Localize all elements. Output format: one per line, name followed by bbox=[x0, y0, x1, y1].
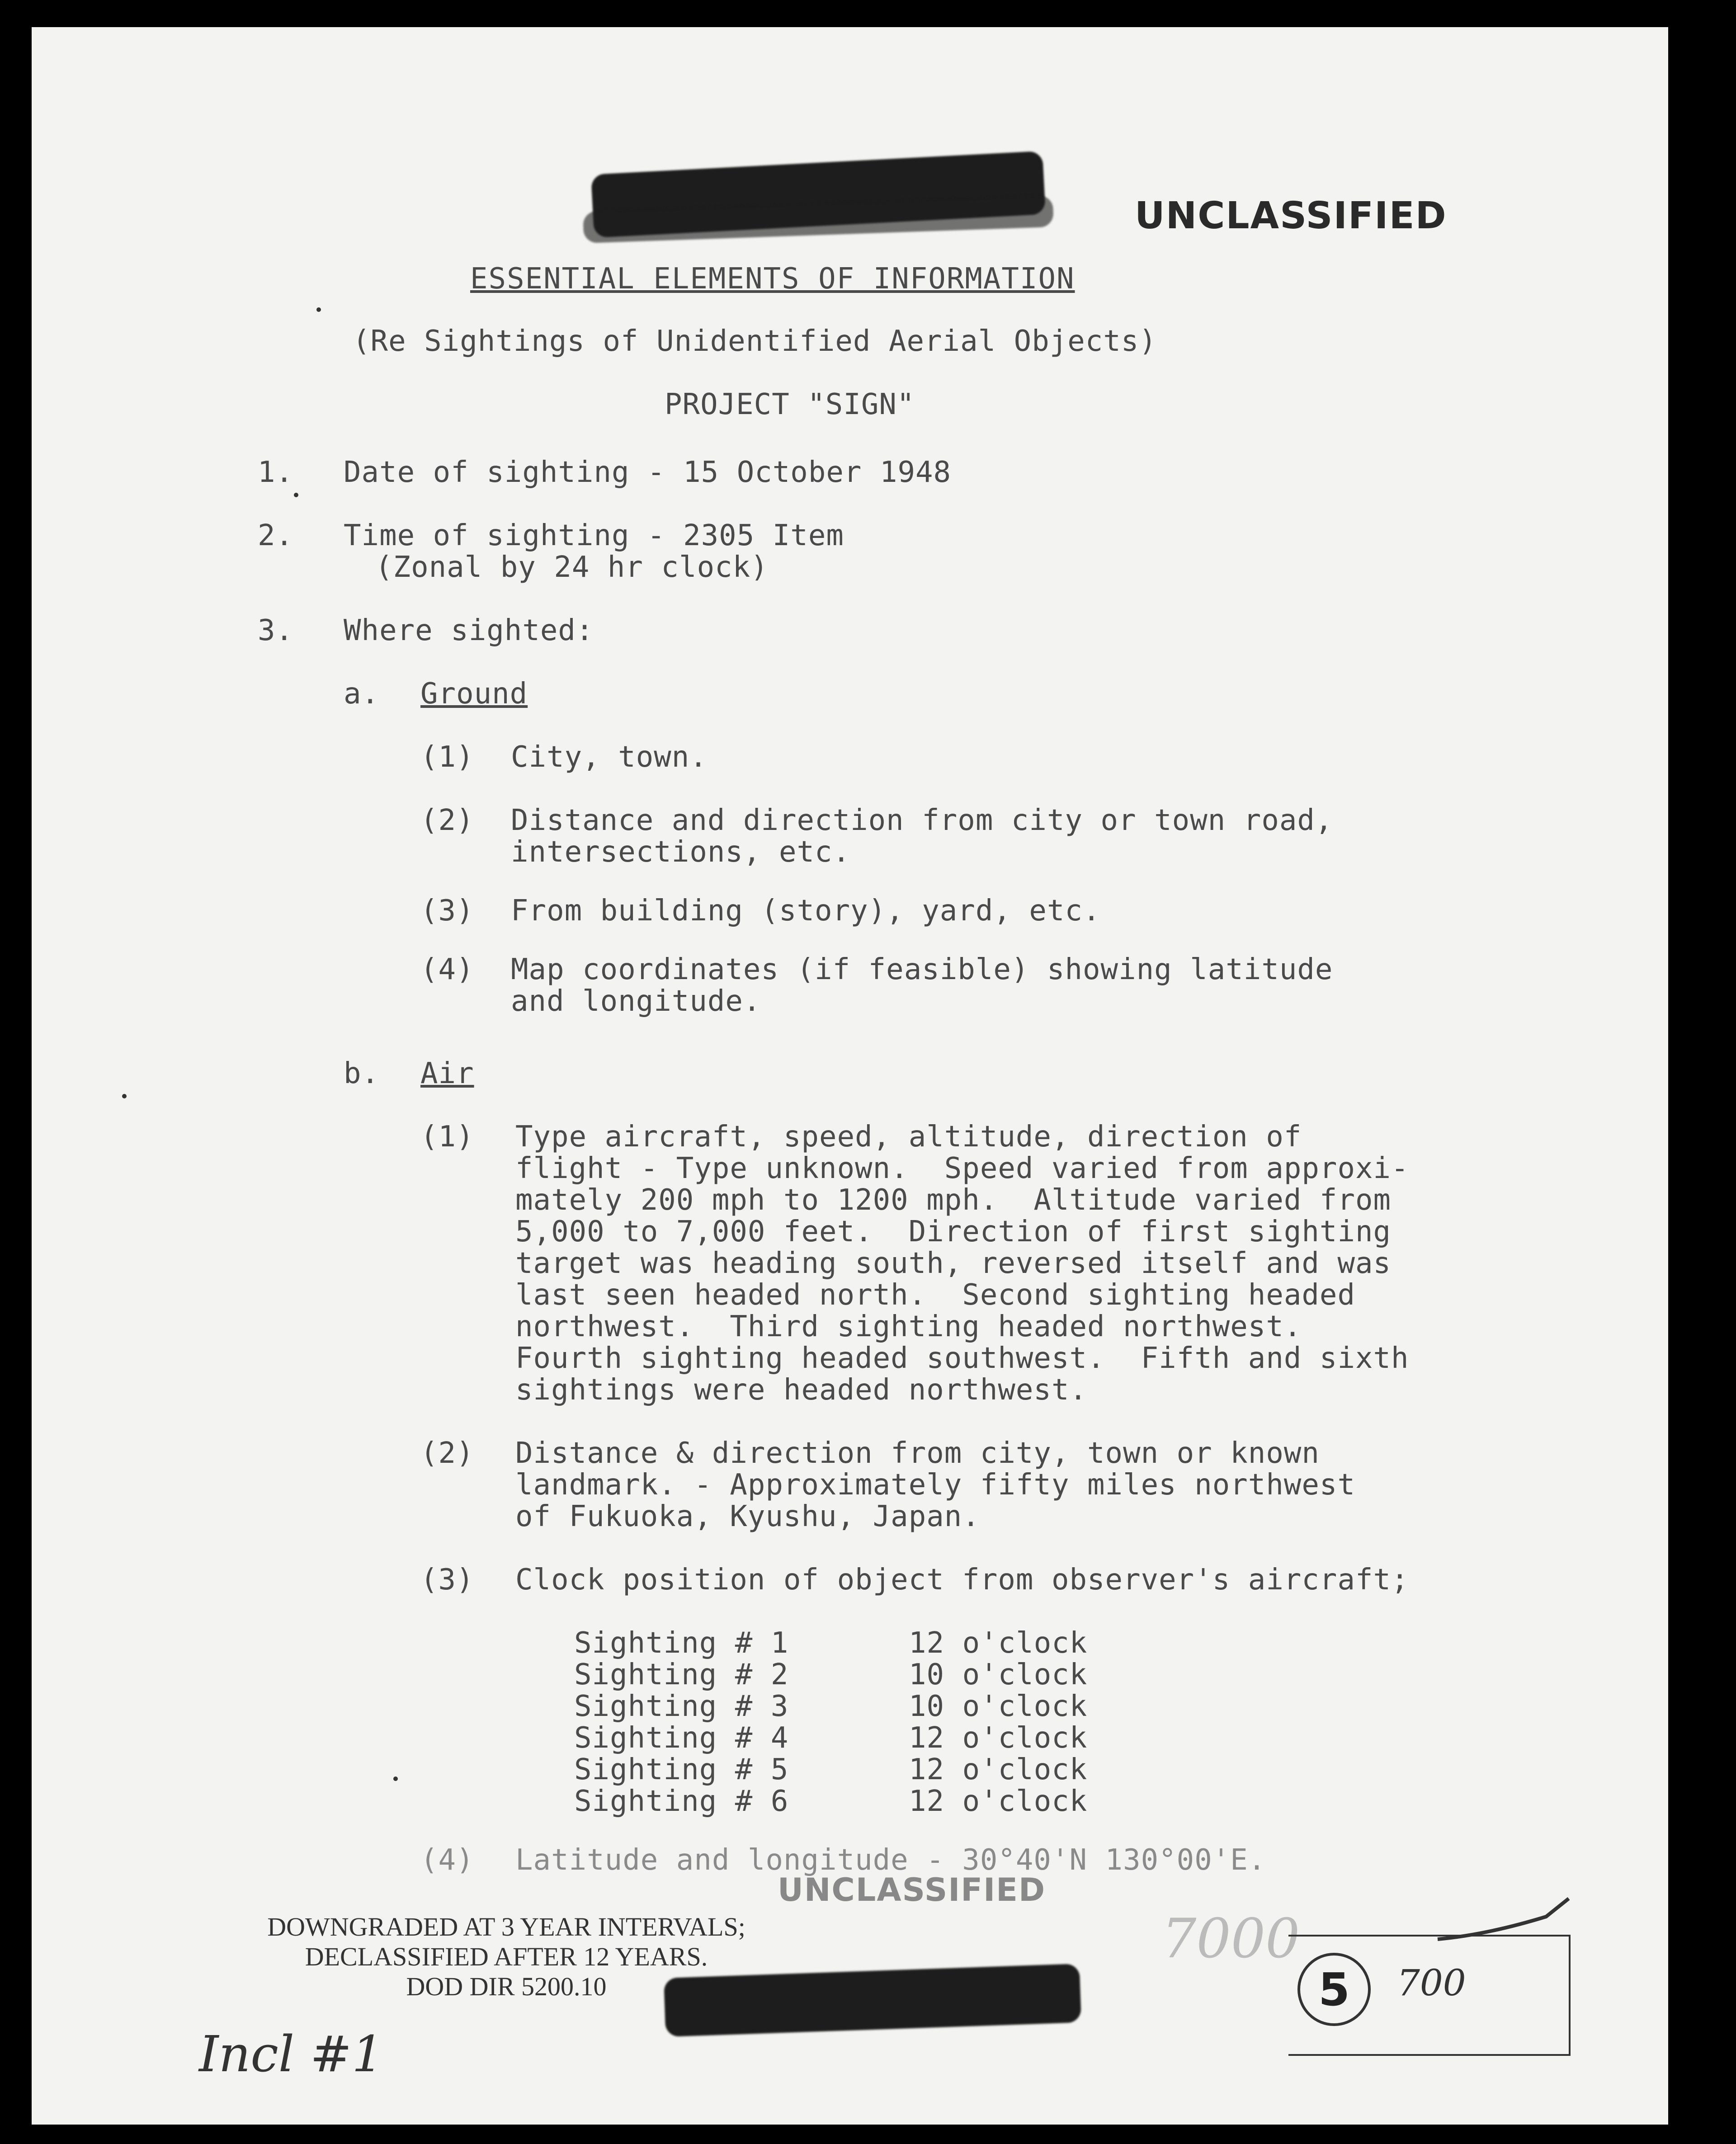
item-text-line2: (Zonal by 24 hr clock) bbox=[375, 551, 769, 584]
faint-ink-mark: 7000 bbox=[1162, 1908, 1300, 1970]
clock-position: 10 o'clock bbox=[909, 1690, 1088, 1723]
downgrade-line: DECLASSIFIED AFTER 12 YEARS. bbox=[305, 1942, 708, 1971]
section-label-air: Air bbox=[420, 1057, 474, 1090]
subitem-line: City, town. bbox=[511, 740, 708, 774]
subitem-line: northwest. Third sighting headed northwest. bbox=[515, 1310, 1302, 1343]
downgrade-line: DOD DIR 5200.10 bbox=[406, 1972, 607, 2001]
document-title: ESSENTIAL ELEMENTS OF INFORMATION bbox=[470, 262, 1075, 296]
subitem-line: Distance and direction from city or town road, bbox=[511, 804, 1333, 837]
downgrade-line: DOWNGRADED AT 3 YEAR INTERVALS; bbox=[267, 1912, 745, 1941]
clock-position: 12 o'clock bbox=[909, 1785, 1088, 1818]
subitem-line: target was heading south, reversed itself and was bbox=[515, 1247, 1392, 1280]
subitem-line: Distance & direction from city, town or known bbox=[515, 1437, 1320, 1470]
subitem-line: Latitude and longitude - 30°40'N 130°00'E. bbox=[515, 1843, 1266, 1877]
classification-stamp-bottom: UNCLASSIFIED bbox=[778, 1871, 1046, 1908]
clock-position: 12 o'clock bbox=[909, 1753, 1088, 1786]
clock-sighting-label: Sighting # 2 bbox=[574, 1658, 789, 1692]
clock-position: 12 o'clock bbox=[909, 1626, 1088, 1660]
clock-position: 12 o'clock bbox=[909, 1721, 1088, 1755]
project-name: PROJECT "SIGN" bbox=[665, 388, 915, 421]
subitem-line: sightings were headed northwest. bbox=[515, 1373, 1087, 1407]
subitem-number: (1) bbox=[420, 740, 474, 774]
subitem-number: (4) bbox=[420, 1843, 474, 1877]
clock-sighting-label: Sighting # 4 bbox=[574, 1721, 789, 1755]
pencil-stroke-mark bbox=[1433, 1890, 1578, 1953]
handwritten-incl-note: Incl #1 bbox=[199, 2025, 384, 2083]
subitem-number: (2) bbox=[420, 804, 474, 837]
item-text: Time of sighting - 2305 Item bbox=[344, 519, 844, 552]
subitem-line: Map coordinates (if feasible) showing latitude bbox=[511, 953, 1333, 986]
subitem-line: From building (story), yard, etc. bbox=[511, 894, 1101, 928]
item-number: 3. bbox=[258, 614, 294, 647]
subitem-number: (2) bbox=[420, 1437, 474, 1470]
handwritten-box-number: 700 bbox=[1397, 1962, 1466, 2004]
subitem-line: and longitude. bbox=[511, 985, 761, 1018]
classification-stamp-top: UNCLASSIFIED bbox=[1135, 194, 1447, 237]
stray-speck bbox=[316, 307, 321, 312]
subitem-number: (3) bbox=[420, 894, 474, 928]
subitem-number: (4) bbox=[420, 953, 474, 986]
subitem-line: Type aircraft, speed, altitude, direction of bbox=[515, 1120, 1302, 1154]
subitem-line: intersections, etc. bbox=[511, 835, 851, 869]
item-number: 1. bbox=[258, 456, 294, 489]
document-page bbox=[32, 27, 1668, 2125]
clock-sighting-label: Sighting # 1 bbox=[574, 1626, 789, 1660]
stray-speck bbox=[294, 493, 298, 497]
section-label-ground: Ground bbox=[420, 677, 528, 711]
subitem-line: 5,000 to 7,000 feet. Direction of first sighting bbox=[515, 1215, 1392, 1249]
subitem-number: (3) bbox=[420, 1563, 474, 1597]
subitem-line: landmark. - Approximately fifty miles northwest bbox=[515, 1468, 1355, 1502]
item-text: Where sighted: bbox=[344, 614, 594, 647]
subitem-line: last seen headed north. Second sighting headed bbox=[515, 1278, 1355, 1312]
subitem-line: of Fukuoka, Kyushu, Japan. bbox=[515, 1500, 980, 1533]
clock-position: 10 o'clock bbox=[909, 1658, 1088, 1692]
subitem-line: Clock position of object from observer's aircraft; bbox=[515, 1563, 1409, 1597]
item-text: Date of sighting - 15 October 1948 bbox=[344, 456, 952, 489]
subitem-line: flight - Type unknown. Speed varied from approxi- bbox=[515, 1152, 1409, 1185]
subitem-line: mately 200 mph to 1200 mph. Altitude varied from bbox=[515, 1183, 1392, 1217]
clock-sighting-label: Sighting # 5 bbox=[574, 1753, 789, 1786]
document-subtitle: (Re Sightings of Unidentified Aerial Objects) bbox=[353, 325, 1157, 358]
section-letter: b. bbox=[344, 1057, 380, 1090]
stray-speck bbox=[122, 1094, 127, 1098]
stray-speck bbox=[393, 1776, 398, 1781]
item-number: 2. bbox=[258, 519, 294, 552]
clock-sighting-label: Sighting # 6 bbox=[574, 1785, 789, 1818]
subitem-line: Fourth sighting headed southwest. Fifth and sixth bbox=[515, 1342, 1409, 1375]
circled-page-number bbox=[1297, 1953, 1371, 2026]
circled-number-text: 5 bbox=[1318, 1963, 1350, 2016]
clock-sighting-label: Sighting # 3 bbox=[574, 1690, 789, 1723]
section-letter: a. bbox=[344, 677, 380, 711]
subitem-number: (1) bbox=[420, 1120, 474, 1154]
